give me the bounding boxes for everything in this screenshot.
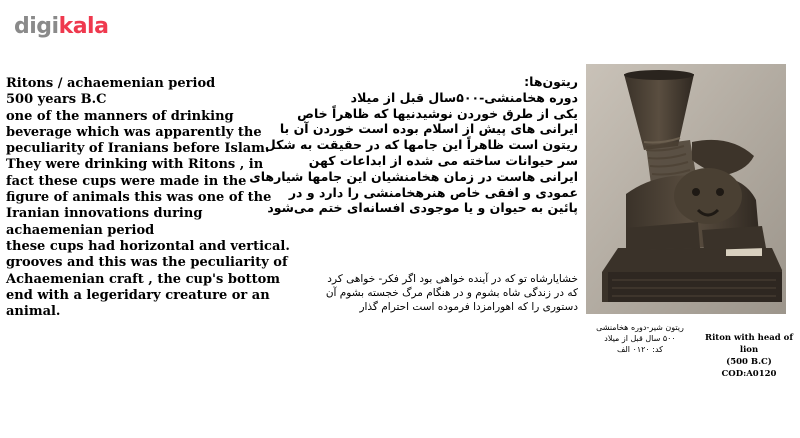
english-line: achaemenian period — [6, 222, 155, 238]
english-caption-line: (500 B.C) — [726, 357, 772, 367]
english-line: They were drinking with Ritons , in — [6, 157, 264, 173]
english-line: one of the manners of drinking — [6, 108, 234, 124]
english-line: peculiarity of Iranians before Islam. — [6, 141, 270, 157]
english-line: 500 years B.C — [6, 92, 107, 108]
english-line: figure of animals this was one of the — [6, 190, 272, 206]
persian-line: ریتون است ظاهراً این جامها که در حقیقت به شکل — [264, 137, 578, 153]
english-line: end with a legeridary creature or an — [6, 287, 270, 303]
persian-line: عمودی و افقی خاص هنرهخامنشی را دارد و در — [288, 184, 578, 200]
persian-line: پائین به حیوان و یا موجودی افسانه‌ای ختم می‌شود — [267, 200, 578, 216]
lion-riton-photo — [586, 64, 786, 314]
persian-description — [249, 74, 578, 216]
persian-line: ایرانی هاست در زمان هخامنشیان این جامها شیارهای — [249, 168, 578, 184]
english-caption-line: COD:A0120 — [721, 369, 777, 379]
persian-caption-line: ریتون شیر-دوره هخامنشی — [596, 323, 684, 332]
english-line: fact these cups were made in the — [6, 173, 247, 189]
english-caption — [702, 332, 796, 380]
english-line: Iranian innovations during — [6, 206, 203, 222]
persian-quote-line: که در زندگی شاه بشوم و در هنگام مرگ خجسته بشوم آن — [325, 287, 578, 299]
english-line: Ritons / achaemenian period — [6, 76, 216, 91]
persian-caption-line: کد: ۰۱۲۰ الف — [617, 345, 663, 354]
persian-line: یکی از طرق خوردن نوشیدنیها که ظاهراً خاص — [297, 105, 578, 121]
persian-line: دوره هخامنشی-۵۰۰سال قبل از میلاد — [350, 89, 578, 105]
persian-quote — [300, 272, 578, 314]
persian-caption-line: ۵۰۰ سال قبل از میلاد — [604, 334, 676, 343]
english-line: grooves and this was the peculiarity of — [6, 255, 288, 271]
digikala-logo — [14, 14, 108, 39]
persian-quote-line: دستوری را که اهورامزدا فرموده است احترام گذار — [359, 301, 578, 313]
english-line: animal. — [6, 304, 61, 320]
english-caption-line: Riton with head of lion — [705, 333, 793, 355]
persian-line: ریتون‌ها: — [524, 74, 578, 89]
persian-caption — [590, 322, 690, 355]
logo-part-kala: kala — [58, 14, 109, 39]
english-description — [6, 76, 290, 320]
logo-part-digi: digi — [14, 14, 59, 39]
persian-line: سر حیوانات ساخته می شده از ابداعات کهن — [308, 152, 578, 168]
english-line: Achaemenian craft , the cup's bottom — [6, 271, 281, 287]
english-line: these cups had horizontal and vertical. — [6, 238, 290, 254]
english-line: beverage which was apparently the — [6, 124, 262, 140]
persian-line: ایرانی های پیش از اسلام بوده است خوردن آن با — [279, 121, 578, 137]
persian-quote-line: خشایارشاه تو که در آینده خواهی بود اگر فکر- خواهی کرد — [327, 273, 578, 285]
